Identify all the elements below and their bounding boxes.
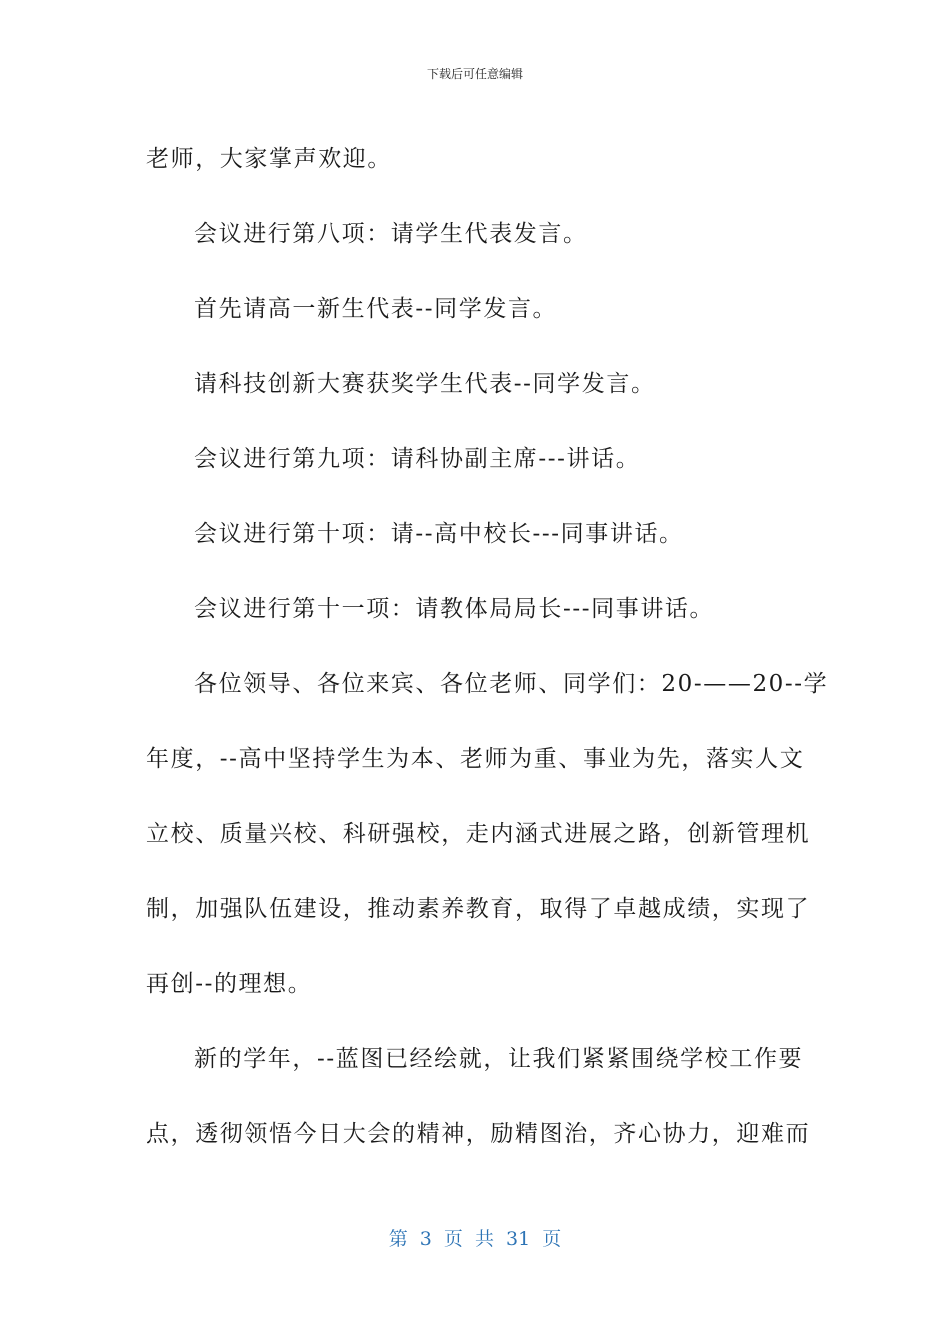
paragraph-line: 会议进行第八项：请学生代表发言。 [194,221,588,247]
paragraph-line: 再创--的理想。 [146,971,313,997]
paragraph-line: 会议进行第十一项：请教体局局长---同事讲话。 [194,596,715,622]
paragraph-line: 请科技创新大赛获奖学生代表--同学发言。 [194,371,656,397]
paragraph-line: 会议进行第十项：请--高中校长---同事讲话。 [194,521,684,547]
paragraph-line: 会议进行第九项：请科协副主席---讲话。 [194,446,641,472]
paragraph-line: 新的学年，--蓝图已经绘就，让我们紧紧围绕学校工作要 [194,1046,804,1072]
paragraph-line: 老师，大家掌声欢迎。 [146,146,392,172]
paragraph-line: 立校、质量兴校、科研强校，走内涵式进展之路，创新管理机 [146,821,811,847]
paragraph-line: 年度，--高中坚持学生为本、老师为重、事业为先，落实人文 [146,746,805,772]
paragraph-line: 制，加强队伍建设，推动素养教育，取得了卓越成绩，实现了 [146,896,811,922]
document-body [146,122,829,1172]
page-header: 下载后可任意编辑 [426,67,523,81]
paragraph-line: 首先请高一新生代表--同学发言。 [194,296,558,322]
paragraph-line: 各位领导、各位来宾、各位老师、同学们：20-——20--学 [194,671,829,697]
paragraph-line: 点，透彻领悟今日大会的精神，励精图治，齐心协力，迎难而 [146,1121,811,1147]
page-number: 第 3 页 共 31 页 [388,1228,562,1250]
